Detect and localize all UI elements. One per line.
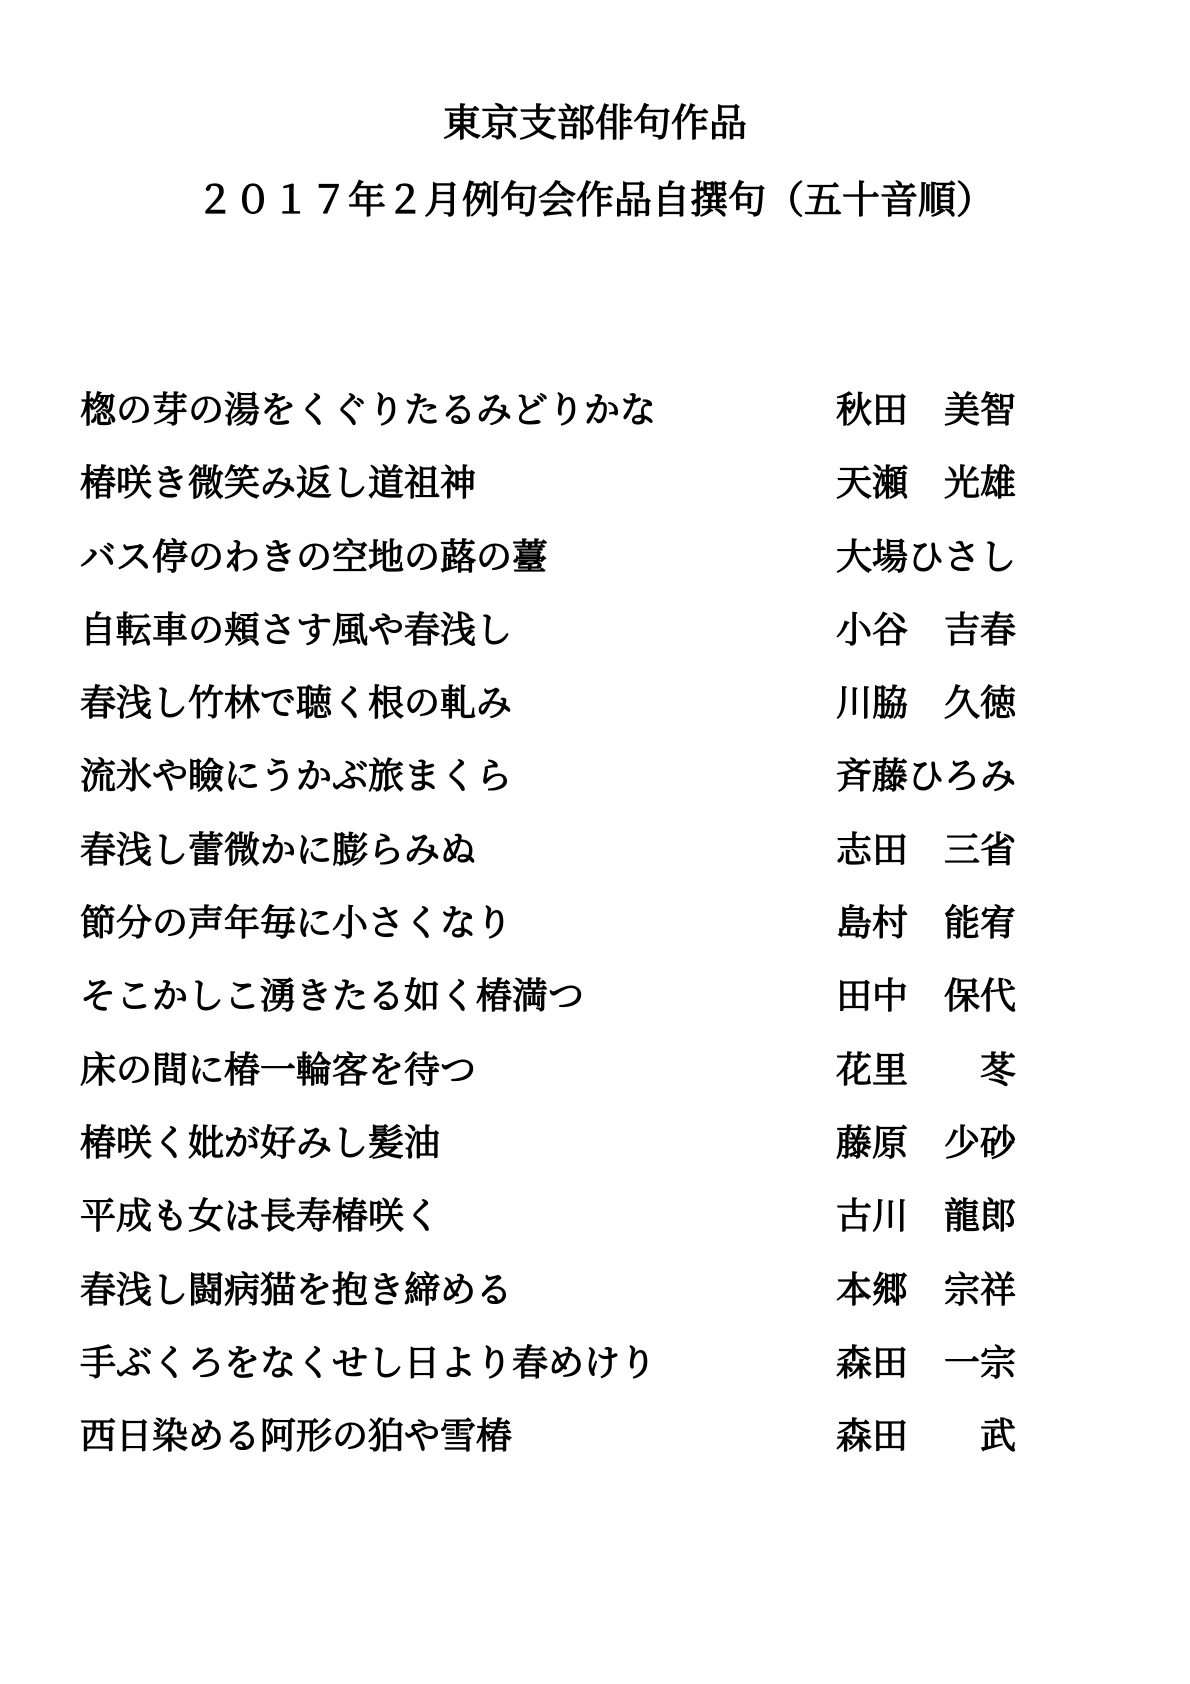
author-name: 天瀬 光雄 bbox=[836, 462, 1017, 505]
haiku-text: 自転車の頬さす風や春浅し bbox=[80, 608, 513, 651]
haiku-text: 楤の芽の湯をくぐりたるみどりかな bbox=[80, 389, 657, 431]
list-item bbox=[80, 1118, 1080, 1191]
haiku-text: 椿咲く妣が好みし髪油 bbox=[80, 1121, 441, 1164]
haiku-list bbox=[80, 385, 1080, 1484]
author-name: 島村 能宥 bbox=[836, 902, 1017, 945]
author-name: 森田 武 bbox=[836, 1415, 1017, 1458]
author-name: 大場ひさし bbox=[836, 535, 1017, 578]
list-item bbox=[80, 825, 1080, 898]
page-subtitle: ２０１７年２月例句会作品自撰句（五十音順） bbox=[195, 177, 994, 222]
list-item bbox=[80, 458, 1080, 531]
author-name: 志田 三省 bbox=[836, 828, 1017, 871]
list-item bbox=[80, 971, 1080, 1044]
list-item bbox=[80, 385, 1080, 458]
haiku-text: 春浅し竹林で聴く根の軋み bbox=[80, 682, 513, 725]
list-item bbox=[80, 532, 1080, 605]
haiku-text: 流氷や瞼にうかぶ旅まくら bbox=[80, 755, 513, 798]
author-name: 古川 龍郎 bbox=[836, 1195, 1017, 1238]
list-item bbox=[80, 678, 1080, 751]
list-item bbox=[80, 751, 1080, 824]
haiku-text: そこかしこ湧きたる如く椿満つ bbox=[80, 975, 585, 1018]
list-item bbox=[80, 1045, 1080, 1118]
page-title: 東京支部俳句作品 bbox=[442, 100, 747, 145]
haiku-text: 春浅し闘病猫を抱き締める bbox=[80, 1268, 513, 1311]
author-name: 森田 一宗 bbox=[836, 1341, 1017, 1384]
list-item bbox=[80, 605, 1080, 678]
haiku-text: 西日染める阿形の狛や雪椿 bbox=[80, 1415, 513, 1458]
list-item bbox=[80, 1191, 1080, 1264]
haiku-text: 節分の声年毎に小さくなり bbox=[80, 902, 513, 945]
author-name: 小谷 吉春 bbox=[836, 608, 1017, 651]
list-item bbox=[80, 1338, 1080, 1411]
author-name: 花里 苳 bbox=[836, 1048, 1017, 1091]
author-name: 川脇 久徳 bbox=[836, 682, 1017, 725]
haiku-text: 春浅し蕾微かに膨らみぬ bbox=[80, 828, 477, 871]
haiku-text: バス停のわきの空地の蕗の薹 bbox=[80, 535, 549, 578]
haiku-text: 平成も女は長寿椿咲く bbox=[80, 1195, 441, 1238]
author-name: 田中 保代 bbox=[836, 975, 1017, 1018]
author-name: 秋田 美智 bbox=[836, 389, 1017, 431]
author-name: 斉藤ひろみ bbox=[836, 755, 1017, 798]
haiku-text: 床の間に椿一輪客を待つ bbox=[80, 1048, 477, 1091]
list-item bbox=[80, 1411, 1080, 1484]
haiku-text: 椿咲き微笑み返し道祖神 bbox=[80, 462, 477, 505]
haiku-text: 手ぶくろをなくせし日より春めけり bbox=[80, 1341, 657, 1384]
list-item bbox=[80, 1265, 1080, 1338]
author-name: 藤原 少砂 bbox=[836, 1121, 1017, 1164]
author-name: 本郷 宗祥 bbox=[836, 1268, 1017, 1311]
list-item bbox=[80, 898, 1080, 971]
